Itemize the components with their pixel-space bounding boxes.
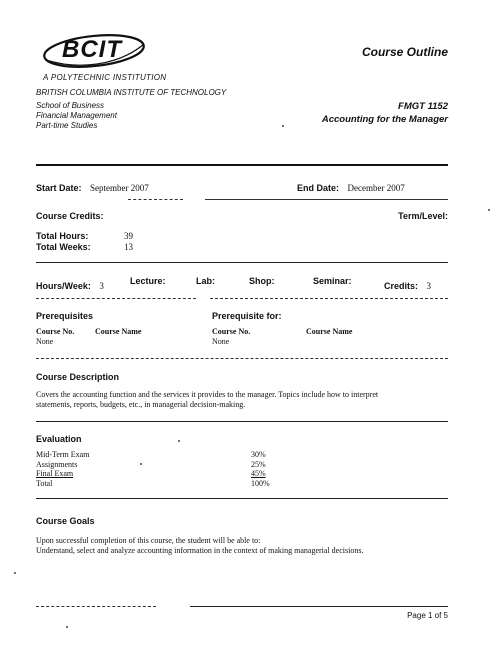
polytechnic-tagline: A POLYTECHNIC INSTITUTION [43, 73, 167, 82]
lab-label: Lab: [196, 276, 215, 286]
evaluation-value: 30% [251, 450, 266, 459]
program-name: Financial Management [36, 111, 117, 120]
course-goals-line-1: Upon successful completion of this course, the student will be able to: [36, 536, 261, 545]
evaluation-label: Total [36, 478, 53, 488]
dates-divider [205, 199, 448, 200]
scan-speck [66, 626, 68, 628]
bcit-logo [38, 30, 150, 72]
credits-field [384, 276, 431, 294]
lecture-label: Lecture: [130, 276, 166, 286]
prereq-value: None [36, 337, 54, 346]
end-date-label: End Date: [297, 183, 340, 193]
start-date-value: September 2007 [89, 183, 149, 193]
prerequisite-for-heading: Prerequisite for: [212, 311, 282, 321]
evaluation-row [36, 479, 296, 489]
course-description-line-1: Covers the accounting function and the services it provides to the manager. Topics include how to interpret [36, 390, 379, 399]
course-code: FMGT 1152 [398, 101, 448, 112]
hours-divider-1 [36, 298, 196, 299]
scan-speck [488, 209, 490, 211]
scan-speck [140, 463, 142, 465]
course-credits-label: Course Credits: [36, 211, 104, 221]
hours-week-label: Hours/Week: [36, 281, 91, 291]
credits-value: 3 [426, 281, 431, 291]
course-description-heading: Course Description [36, 372, 120, 382]
page-number: Page 1 of 5 [407, 611, 448, 620]
course-goals-heading: Course Goals [36, 516, 95, 526]
credits-label: Credits: [384, 281, 419, 291]
course-title: Accounting for the Manager [321, 114, 448, 125]
scan-speck [282, 125, 284, 127]
evaluation-value: 100% [251, 478, 270, 488]
course-goals-line-2: Understand, select and analyze accounting information in the context of making managerial decisions. [36, 546, 364, 555]
evaluation-value: 25% [251, 459, 266, 469]
evaluation-label: Assignments [36, 459, 78, 469]
evaluation-value: 45% [251, 469, 266, 478]
start-date-label: Start Date: [36, 183, 82, 193]
evaluation-label: Final Exam [36, 469, 74, 478]
scan-speck [14, 572, 16, 574]
total-hours-value: 39 [124, 231, 133, 241]
school-name: School of Business [36, 101, 105, 110]
term-level-label: Term/Level: [398, 211, 448, 221]
header-divider [36, 164, 448, 166]
logo-text: BCIT [62, 36, 122, 63]
prerequisites-heading: Prerequisites [36, 311, 94, 321]
prereq-for-course-name-label: Course Name [306, 327, 353, 336]
prereq-for-course-no-label: Course No. [212, 327, 251, 336]
prereq-course-no-label: Course No. [36, 327, 75, 336]
seminar-label: Seminar: [313, 276, 352, 286]
prereq-course-name-label: Course Name [95, 327, 142, 336]
prereq-for-value: None [212, 337, 230, 346]
end-date-value: December 2007 [347, 183, 405, 193]
description-divider [36, 421, 448, 422]
start-date-field [36, 178, 149, 196]
evaluation-row [36, 460, 296, 470]
evaluation-divider [36, 498, 448, 499]
end-date-field [297, 178, 405, 196]
shop-label: Shop: [249, 276, 275, 286]
footer-divider-left [36, 606, 156, 607]
document-title: Course Outline [361, 45, 448, 59]
institute-name: BRITISH COLUMBIA INSTITUTE OF TECHNOLOGY [36, 88, 227, 97]
evaluation-label: Mid-Term Exam [36, 450, 90, 459]
evaluation-heading: Evaluation [36, 434, 82, 444]
credits-divider [36, 262, 448, 263]
hours-week-value: 3 [99, 281, 104, 291]
evaluation-row [36, 450, 296, 460]
scan-speck [178, 440, 180, 442]
course-description-line-2: statements, reports, budgets, etc., in managerial decision-making. [36, 400, 246, 409]
footer-divider [190, 606, 448, 607]
prereq-divider [36, 358, 448, 359]
hours-week-field [36, 276, 104, 294]
total-hours-label: Total Hours: [36, 231, 89, 241]
evaluation-row [36, 469, 296, 479]
dates-divider-left [128, 199, 183, 200]
total-weeks-label: Total Weeks: [36, 242, 91, 252]
total-weeks-value: 13 [124, 242, 133, 252]
studies-name: Part-time Studies [36, 121, 98, 130]
evaluation-table [36, 450, 296, 488]
hours-divider-2 [210, 298, 448, 299]
